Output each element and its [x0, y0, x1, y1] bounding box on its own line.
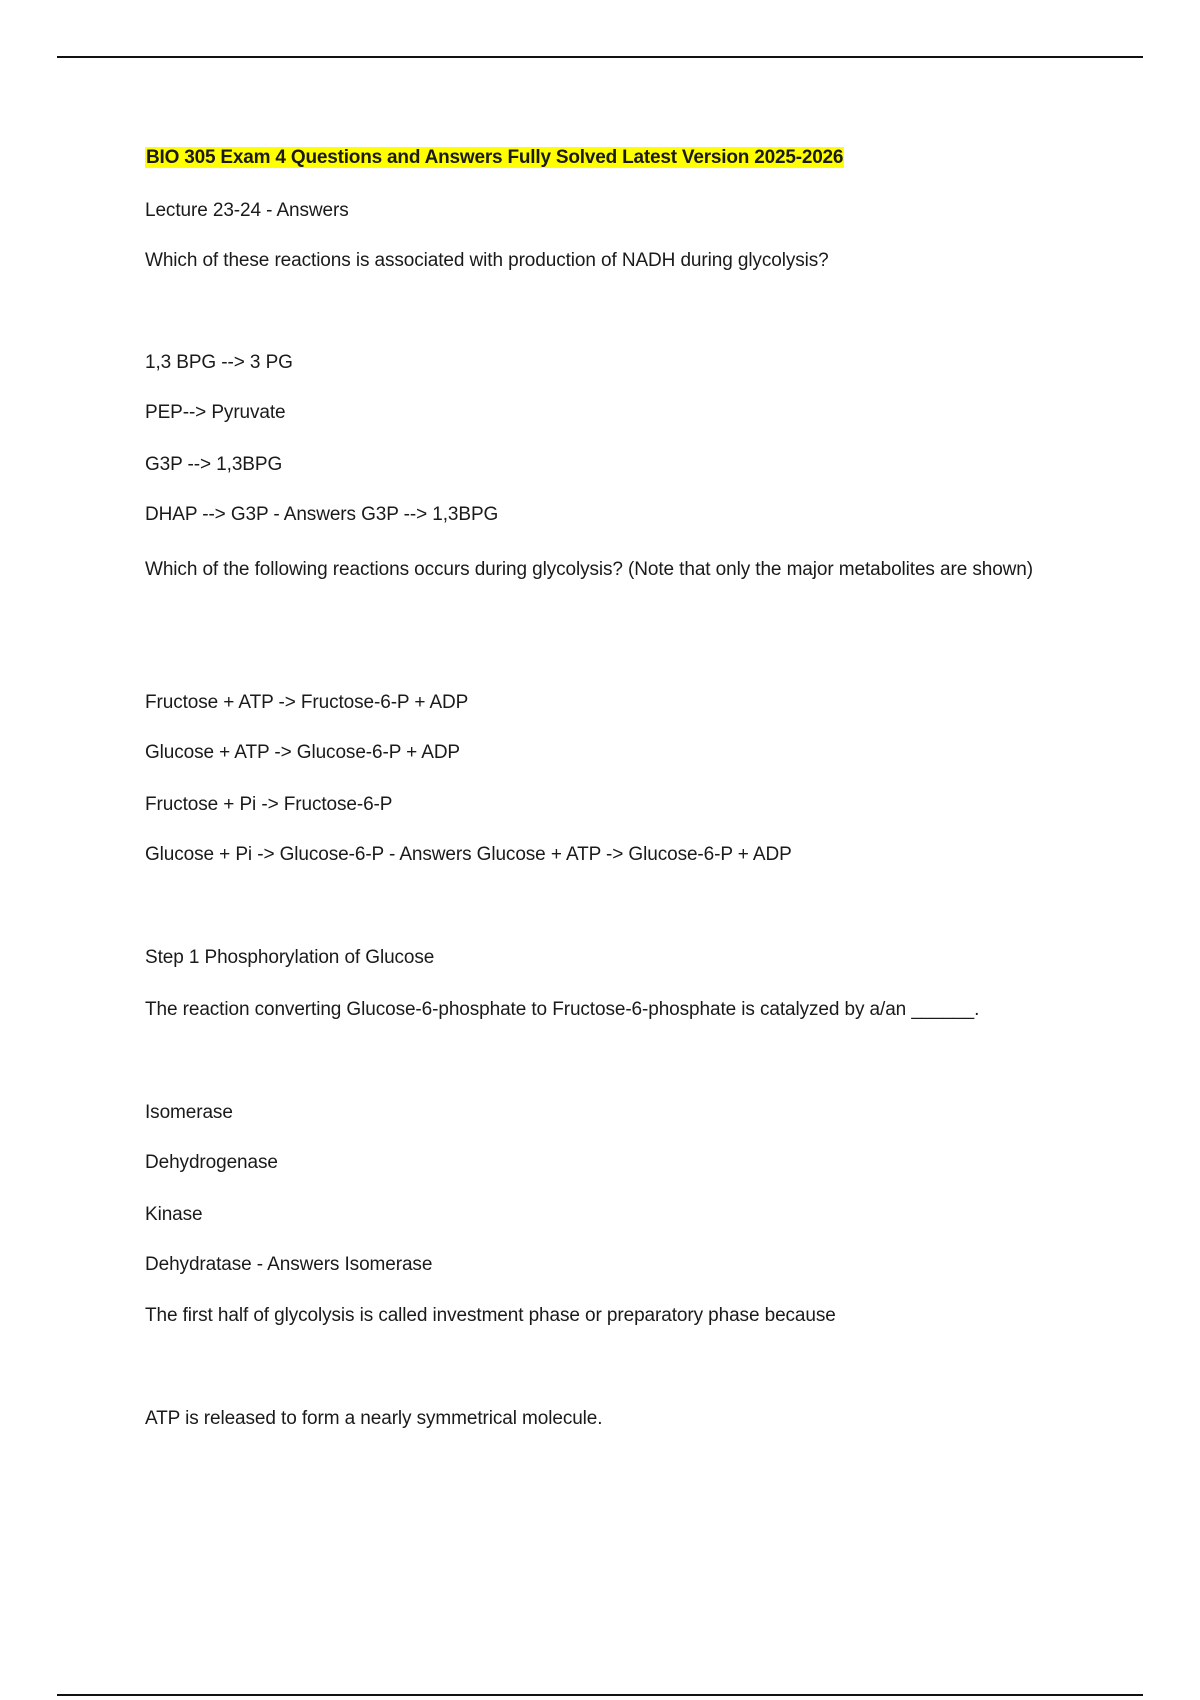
question-1-option-3: G3P --> 1,3BPG: [145, 454, 283, 475]
question-2-option-3: Fructose + Pi -> Fructose-6-P: [145, 794, 393, 815]
bottom-rule: [57, 1694, 1143, 1696]
question-2-text: Which of the following reactions occurs during glycolysis? (Note that only the major metabolites are shown): [145, 559, 1033, 580]
step-1-heading: Step 1 Phosphorylation of Glucose: [145, 947, 435, 968]
question-2-option-4-answer: Glucose + Pi -> Glucose-6-P - Answers Glucose + ATP -> Glucose-6-P + ADP: [145, 844, 792, 865]
document-title: BIO 305 Exam 4 Questions and Answers Fully Solved Latest Version 2025-2026: [146, 147, 844, 168]
question-3-option-2: Dehydrogenase: [145, 1152, 278, 1173]
question-4-text: The first half of glycolysis is called investment phase or preparatory phase because: [145, 1305, 836, 1326]
question-1-text: Which of these reactions is associated with production of NADH during glycolysis?: [145, 250, 829, 271]
question-3-option-1: Isomerase: [145, 1102, 233, 1123]
question-1-option-2: PEP--> Pyruvate: [145, 402, 286, 423]
question-2-option-1: Fructose + ATP -> Fructose-6-P + ADP: [145, 692, 469, 713]
question-3-option-3: Kinase: [145, 1204, 203, 1225]
lecture-subtitle: Lecture 23-24 - Answers: [145, 200, 349, 221]
question-2-option-2: Glucose + ATP -> Glucose-6-P + ADP: [145, 742, 461, 763]
question-4-option-1: ATP is released to form a nearly symmetrical molecule.: [145, 1408, 603, 1429]
question-1-option-4-answer: DHAP --> G3P - Answers G3P --> 1,3BPG: [145, 504, 499, 525]
document-title-line: [145, 143, 844, 173]
question-3-text: The reaction converting Glucose-6-phosphate to Fructose-6-phosphate is catalyzed by a/an ______.: [145, 999, 980, 1020]
top-rule: [57, 56, 1143, 58]
question-1-option-1: 1,3 BPG --> 3 PG: [145, 352, 293, 373]
question-3-option-4-answer: Dehydratase - Answers Isomerase: [145, 1254, 433, 1275]
